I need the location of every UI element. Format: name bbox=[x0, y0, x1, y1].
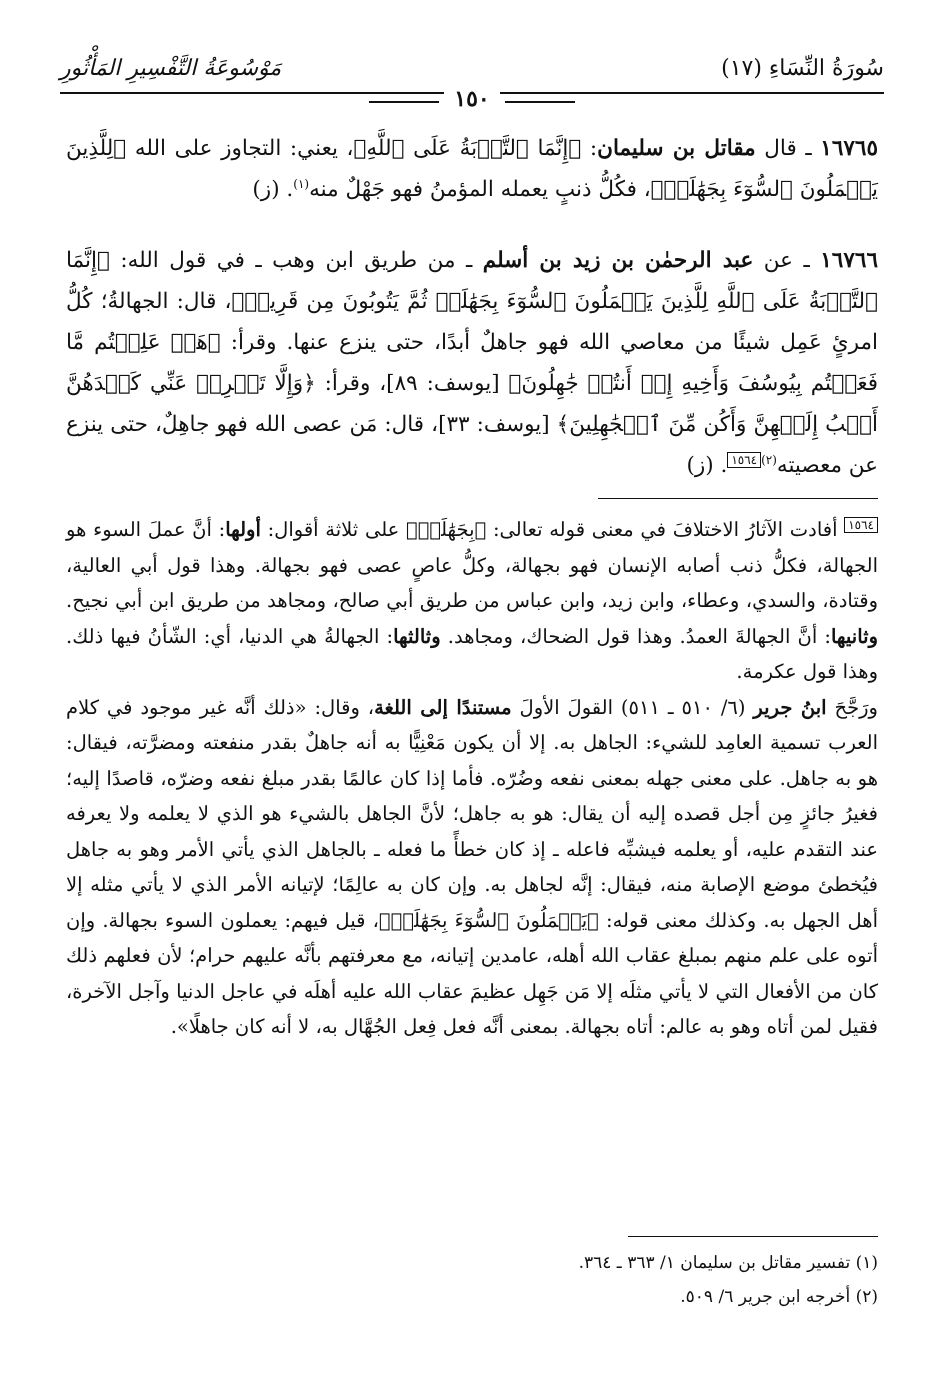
entry-number: ١٦٧٦٥ bbox=[820, 136, 879, 161]
commentary-text: : أنَّ عملَ السوء هو الجهالة، فكلُّ ذنب أصابه الإنسان فهو بجهالة، وكلُّ عاصٍ عصى فهو بجهالة. وهذا قول أبي العالية، وقتادة، والسدي، وعطاء، وابن زيد، وابن عباس من طريق أبي صالح، ومجاهد من طريق ابن أبي نجيح. bbox=[66, 518, 878, 612]
footnote: (٢) أخرجه ابن جرير ٦/ ٥٠٩. bbox=[680, 1287, 878, 1307]
entry-tail: . (ز) bbox=[686, 453, 728, 478]
commentary-paragraph bbox=[66, 690, 878, 1045]
ornament-right bbox=[505, 101, 575, 103]
page-number: ١٥٠ bbox=[444, 86, 499, 112]
commentary-text: ورَجَّحَ bbox=[826, 695, 878, 719]
second-label: وثانيها bbox=[830, 624, 878, 648]
first-label: أولها bbox=[225, 518, 261, 541]
section-separator bbox=[598, 498, 878, 499]
entry-text: : ﴿إِنَّمَا ٱلتَّوۡبَةُ عَلَى ٱللَّهِ﴾، يعني: التجاوز على الله ﴿لِلَّذِينَ يَعۡمَلُونَ ٱلسُّوٓءَ بِجَهَٰلَةٖ﴾، فكُلُّ ذنبٍ يعمله المؤمنُ فهو جَهْلٌ منه bbox=[66, 136, 878, 202]
surah-title: سُورَةُ النِّسَاءِ (١٧) bbox=[721, 56, 884, 81]
scholar-name: ابنُ جرير bbox=[753, 695, 827, 719]
page-number-row bbox=[0, 86, 944, 116]
third-label: وثالثها bbox=[393, 624, 441, 648]
entry-pre: ـ عن bbox=[753, 248, 821, 273]
commentary-block bbox=[66, 512, 878, 1045]
footnote-marker[interactable]: (٢) bbox=[761, 452, 777, 467]
hadith-entry bbox=[66, 128, 878, 210]
commentary-text: : الجهالةُ هي الدنيا، أي: الشّأنُ فيها ذلك. وهذا قول عكرمة. bbox=[66, 624, 878, 683]
footnote-marker[interactable]: (١) bbox=[293, 176, 310, 191]
emphasis-text: مستندًا إلى اللغة bbox=[374, 695, 512, 719]
ornament-left bbox=[369, 101, 439, 103]
footnotes bbox=[66, 1246, 878, 1314]
footnote-separator bbox=[628, 1236, 878, 1237]
commentary-text: أفادت الآثارُ الاختلافَ في معنى قوله تعالى: ﴿بِجَهَٰلَةٖ﴾ على ثلاثة أقوال: bbox=[260, 518, 845, 541]
hadith-entry bbox=[66, 240, 878, 486]
commentary-text: : أنَّ الجهالةَ العمدُ. وهذا قول الضحاك، ومجاهد. bbox=[440, 624, 831, 648]
book-title: مَوْسُوعَةُ التَّفْسِيرِ المَأْثُورِ bbox=[60, 56, 282, 81]
footnote: (١) تفسير مقاتل بن سليمان ١/ ٣٦٣ ـ ٣٦٤. bbox=[578, 1253, 878, 1273]
entry-text: ـ من طريق ابن وهب ـ في قول الله: ﴿إِنَّمَا ٱلتَّوۡبَةُ عَلَى ٱللَّهِ لِلَّذِينَ يَعۡمَلُونَ ٱلسُّوٓءَ بِجَهَٰلَةٖ ثُمَّ يَتُوبُونَ مِن قَرِيبٖ﴾، قال: الجهالةُ؛ كُلُّ امرئٍ عَمِل شيئًا من معاصي الله فهو جاهلٌ أبدًا، حتى ينزع عنها. وقرأ: ﴿هَلۡ عَلِمۡتُم مَّا فَعَلۡتُم بِيُوسُفَ وَأَخِيهِ إِذۡ أَنتُمۡ جَٰهِلُونَ﴾ [يوسف: ٨٩]، وقرأ: ﴿وَإِلَّا تَصۡرِفۡ عَنِّي كَيۡدَهُنَّ أَصۡبُ إِلَيۡهِنَّ وَأَكُن مِّنَ ٱلۡجَٰهِلِينَ﴾ [يوسف: ٣٣]، قال: مَن عصى الله فهو جاهِلٌ، حتى ينزع عن معصيته bbox=[66, 248, 878, 478]
commentary-paragraph bbox=[66, 512, 878, 690]
narrator-name: مقاتل بن سليمان bbox=[597, 136, 756, 161]
narrator-name: عبد الرحمٰن بن زيد بن أسلم bbox=[482, 248, 754, 273]
commentary-text: (٦/ ٥١٠ ـ ٥١١) القولَ الأولَ bbox=[511, 695, 754, 719]
entry-tail: . (ز) bbox=[252, 177, 294, 202]
commentary-ref-box[interactable]: ١٥٦٤ bbox=[727, 452, 761, 468]
commentary-ref-box[interactable]: ١٥٦٤ bbox=[844, 517, 878, 533]
entry-pre: ـ قال bbox=[755, 136, 821, 161]
entry-number: ١٦٧٦٦ bbox=[820, 248, 878, 273]
commentary-text: ، وقال: «ذلك أنَّه غير موجود في كلام العرب تسمية العامِد للشيء: الجاهل به. إلا أن يكون مَعْنِيًّا به أنه جاهلٌ بقدر منفعته ومضرَّته، فيقال: هو به جاهل. على معنى جهله بمعنى نفعه وضُرّه. فأما إذا كان عالمًا بقدر مبلغ نفعه وضرّه، قاصدًا إليه؛ فغيرُ جائزٍ مِن أجل قصده إليه أن يقال: هو به جاهل؛ لأنَّ الجاهل بالشيء هو الذي لا يعلمه ولا يعرفه عند التقدم عليه، أو يعلمه فيشبِّه فاعله ـ إذ كان خطأً ما فعله ـ بالجاهل الذي يأتي الأمر وهو به جاهل فيُخطئ موضع الإصابة منه، فيقال: إنَّه لجاهل به. وإن كان به عالِمًا؛ لإتيانه الأمر الذي لا يأتي مثله إلا أهل الجهل به. وكذلك معنى قوله: ﴿يَعۡمَلُونَ ٱلسُّوٓءَ بِجَهَٰلَةٖ﴾، قيل فيهم: يعملون السوء بجهالة. وإن أتوه على علم منهم بمبلغ عقاب الله أهله، عامدين إتيانه، مع معرفتهم بأنَّه عليهم حرام؛ لأن فعلهم ذلك كان من الأفعال التي لا يأتي مثلَه إلا مَن جَهِل عظيمَ عقاب الله عليه أهلَه في عاجل الدنيا وآجل الآخرة، فقيل لمن أتاه وهو به عالم: أتاه بجهالة. بمعنى أنَّه فعل فِعل الجُهَّال به، لا أنه كان جاهلًا». bbox=[66, 695, 878, 1038]
